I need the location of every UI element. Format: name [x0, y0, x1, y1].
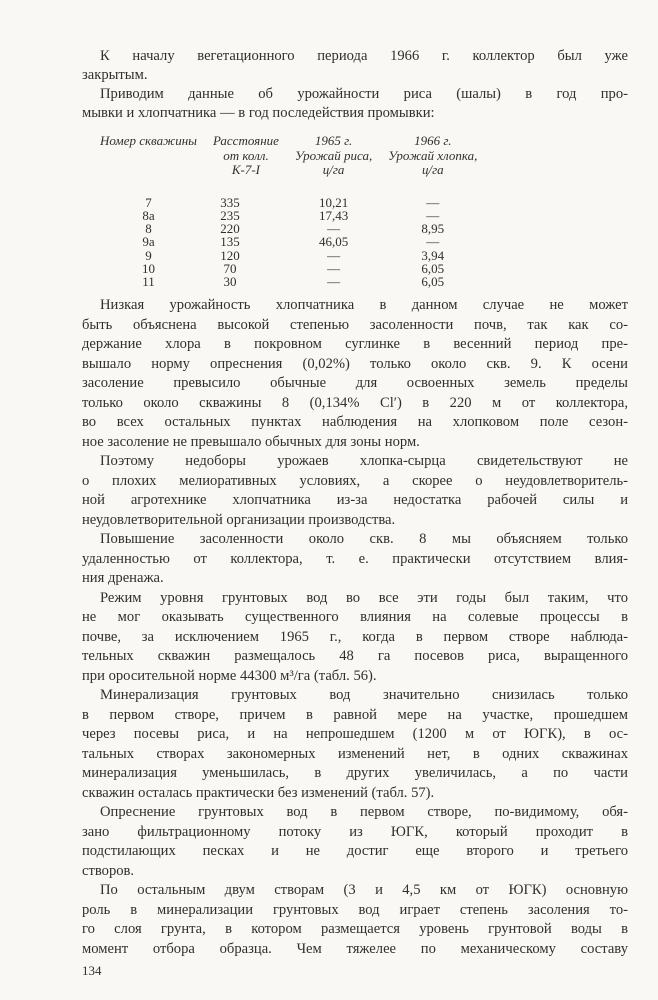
- text-line: По остальным двум створам (3 и 4,5 км от ЮГК) основную: [100, 882, 628, 898]
- text-line: мывки и хлопчатника — в год последействия промывки:: [82, 105, 435, 121]
- text-line: ное засоление не превышало обычных для зоны норм.: [82, 433, 420, 450]
- text-line: тальных створах закономерных изменений нет, в одних скважинах: [82, 745, 628, 762]
- text-line: ной агротехнике хлопчатника из-за недостатка рабочей силы и: [82, 492, 628, 508]
- column-header: [287, 134, 380, 196]
- table-cell: 135: [220, 234, 240, 250]
- paragraph: [82, 803, 628, 881]
- paragraph: [82, 296, 628, 452]
- table-cell: 10,21: [318, 194, 349, 210]
- table-row: [92, 262, 485, 275]
- table-cell: 8а: [142, 207, 155, 223]
- text-line: в первом створе, причем в равной мере на участке, прошедшем: [82, 706, 628, 723]
- table-row: [92, 275, 485, 288]
- paragraph: [82, 589, 628, 687]
- text-line: во всех остальных пунктах наблюдения на хлопковом поле сезон-: [82, 414, 628, 430]
- text-line: при оросительной норме 44300 м³/га (табл. 56).: [82, 667, 377, 684]
- table-cell: —: [327, 221, 341, 237]
- table-row: [92, 235, 485, 248]
- text-line: о плохих мелиоративных условиях, а скорее о неудовлетворитель-: [82, 472, 628, 489]
- header-text: от колл.: [223, 147, 269, 163]
- table-cell: 17,43: [318, 207, 349, 223]
- table-cell: 6,05: [421, 274, 445, 290]
- table-cell: —: [426, 234, 440, 250]
- text-line: тельных скважин размещалось 48 га посевов риса, выращенного: [82, 648, 628, 664]
- table-cell: 235: [220, 207, 240, 223]
- text-line: К началу вегетационного периода 1966 г. коллектор был уже: [100, 48, 628, 64]
- paragraph: [82, 452, 628, 530]
- table-cell: 8,95: [421, 221, 445, 237]
- table-cell: 3,94: [421, 247, 445, 263]
- paragraph: [82, 881, 628, 959]
- text-line: держание хлора в покровном суглинке в весенний период пре-: [82, 336, 628, 352]
- text-line: ния дренажа.: [82, 570, 164, 586]
- paragraph: [82, 530, 628, 589]
- text-line: го слоя грунта, в котором размещается уровень грунтовой воды в: [82, 921, 628, 937]
- table-row: [92, 209, 485, 222]
- header-text: К-7-I: [231, 162, 261, 177]
- table-row: [92, 196, 485, 209]
- table-body: [92, 196, 485, 289]
- text-line: закрытым.: [82, 67, 148, 83]
- table-cell: 220: [220, 221, 240, 237]
- table-cell: 9: [145, 247, 152, 263]
- text-line: удаленностью от коллектора, т. е. практически отсутствием влия-: [82, 550, 628, 567]
- table-cell: —: [327, 260, 341, 276]
- header-text: Номер скважины: [100, 133, 197, 148]
- text-line: не мог оказывать существенного влияния на солевые процессы в: [82, 609, 628, 625]
- paragraph: [82, 47, 628, 85]
- table-header-row: [92, 134, 485, 196]
- table-row: [92, 222, 485, 235]
- text-line: подстилающих песках и не достиг еще второго и третьего: [82, 843, 628, 859]
- text-line: скважин осталась практически без изменений (табл. 57).: [82, 784, 435, 801]
- header-text: Урожай риса,: [294, 147, 373, 163]
- table-cell: —: [327, 274, 341, 290]
- text-line: роль в минерализации грунтовых вод играет степень засоления то-: [82, 901, 628, 918]
- text-line: вышало норму опреснения (0,02%) только около скв. 9. К осени: [82, 355, 628, 372]
- text-line: Низкая урожайность хлопчатника в данном случае не может: [100, 297, 628, 313]
- text-line: Минерализация грунтовых вод значительно снизилась только: [100, 687, 628, 703]
- header-text: Урожай хлопка,: [388, 147, 478, 163]
- column-header: [92, 134, 205, 196]
- table-cell: 30: [223, 274, 237, 290]
- text-line: Опреснение грунтовых вод в первом створе, по-видимому, обя-: [100, 804, 628, 820]
- table-cell: 8: [145, 221, 152, 237]
- text-line: неудовлетворительной организации производства.: [82, 511, 396, 528]
- text-line: засоление превысило обычные для освоенных земель пределы: [82, 375, 628, 391]
- header-text: 1966 г.: [414, 133, 452, 148]
- table-cell: 335: [220, 194, 240, 210]
- text-line: зано фильтрационному потоку из ЮГК, который проходит в: [82, 823, 628, 840]
- intro-text: [82, 47, 628, 123]
- table-cell: —: [327, 247, 341, 263]
- text-line: Приводим данные об урожайности риса (шалы) в год про-: [100, 86, 628, 102]
- text-line: через посевы риса, и на непрошедшем (1200 м от ЮГК), в ос-: [82, 726, 628, 742]
- paragraph: [82, 686, 628, 803]
- column-header: [380, 134, 485, 196]
- table-cell: 70: [223, 260, 237, 276]
- text-line: почве, за исключением 1965 г., когда в первом створе наблюда-: [82, 628, 628, 645]
- table-cell: 120: [220, 247, 240, 263]
- text-line: Повышение засоленности около скв. 8 мы объясняем только: [100, 531, 628, 547]
- text-line: створов.: [82, 862, 135, 879]
- table-row: [92, 249, 485, 262]
- text-line: только около скважины 8 (0,134% Cl′) в 220 м от коллектора,: [82, 394, 628, 411]
- text-line: Поэтому недоборы урожаев хлопка-сырца свидетельствуют не: [100, 453, 628, 469]
- header-text: ц/га: [421, 162, 444, 177]
- header-text: Расстояние: [212, 133, 279, 148]
- table-cell: —: [426, 207, 440, 223]
- yield-table: [92, 134, 485, 289]
- header-text: ц/га: [322, 162, 345, 177]
- text-line: минерализация уменьшилась, в других увеличилась, а по части: [82, 765, 628, 781]
- text-line: Режим уровня грунтовых вод во все эти годы был таким, что: [100, 589, 628, 606]
- header-text: 1965 г.: [314, 133, 353, 148]
- table-cell: 10: [141, 260, 155, 276]
- table-cell: 7: [145, 194, 152, 210]
- page-number: 134: [82, 963, 102, 978]
- table-cell: 6,05: [421, 260, 445, 276]
- text-line: быть объяснена высокой степенью засоленности почв, так как со-: [82, 316, 628, 333]
- body-text: [82, 296, 628, 959]
- column-header: [205, 134, 287, 196]
- paragraph: [82, 85, 628, 123]
- text-line: момент отбора образца. Чем тяжелее по механическому составу: [82, 940, 628, 957]
- table-cell: 46,05: [318, 234, 349, 250]
- table-cell: 9а: [142, 234, 155, 250]
- table-cell: 11: [142, 274, 155, 290]
- table-cell: —: [426, 194, 440, 210]
